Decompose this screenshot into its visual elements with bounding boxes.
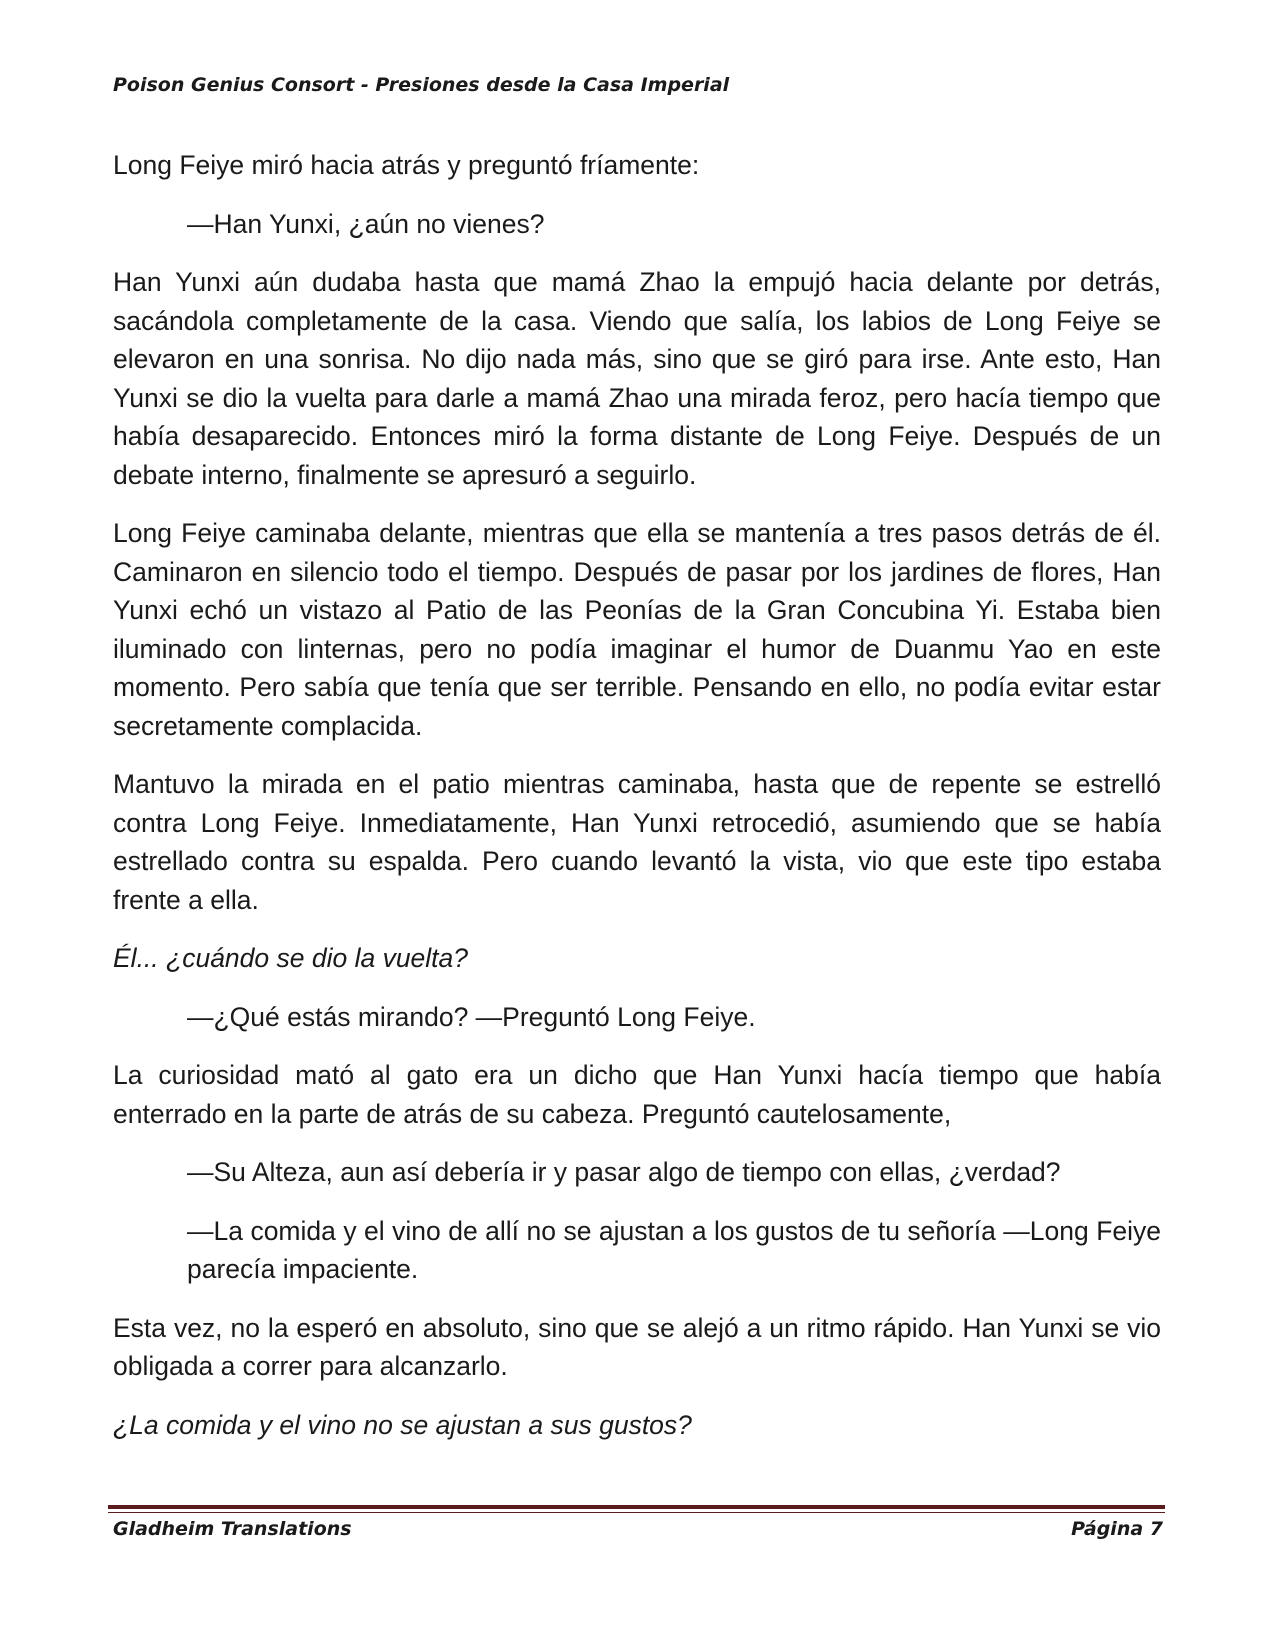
dialogue-line: —Su Alteza, aun así debería ir y pasar algo de tiempo con ellas, ¿verdad? — [187, 1157, 1061, 1187]
dialogue-line: —La comida y el vino de allí no se ajustan a los gustos de tu señoría —Long Feiye parecía impaciente. — [187, 1215, 1161, 1284]
inner-thought: Él... ¿cuándo se dio la vuelta? — [113, 943, 469, 973]
footer-rule-thin — [108, 1512, 1165, 1513]
running-footer — [113, 1518, 1163, 1540]
page-number: Página 7 — [1071, 1518, 1163, 1540]
paragraph: Long Feiye miró hacia atrás y preguntó fríamente: — [113, 150, 700, 180]
running-header: Poison Genius Consort - Presiones desde la Casa Imperial — [113, 74, 730, 96]
paragraph: Long Feiye caminaba delante, mientras que ella se mantenía a tres pasos detrás de él. Caminaron en silencio todo el tiempo. Después de pasar por los jardines de flores, Han Yunxi echó un vistazo al Patio de las Peonías de la Gran Concubina Yi. Estaba bien iluminado con linternas, pero no podía imaginar el humor de Duanmu Yao en este momento. Pero sabía que tenía que ser terrible. Pensando en ello, no podía evitar estar secretamente complacida. — [113, 518, 1161, 741]
footer-publisher: Gladheim Translations — [113, 1518, 352, 1540]
footer-rule-thick — [108, 1505, 1165, 1509]
inner-thought: ¿La comida y el vino no se ajustan a sus gustos? — [113, 1409, 692, 1440]
dialogue-line: —¿Qué estás mirando? —Preguntó Long Feiye. — [187, 1001, 756, 1032]
paragraph: Esta vez, no la esperó en absoluto, sino que se alejó a un ritmo rápido. Han Yunxi se vio obligada a correr para alcanzarlo. — [113, 1312, 1161, 1381]
dialogue-line: —Han Yunxi, ¿aún no vienes? — [187, 208, 545, 239]
paragraph: Mantuvo la mirada en el patio mientras caminaba, hasta que de repente se estrelló contra Long Feiye. Inmediatamente, Han Yunxi retrocedió, asumiendo que se había estrellado contra su espalda. Pero cuando levantó la vista, vio que este tipo estaba frente a ella. — [113, 769, 1161, 915]
body-text — [113, 146, 1161, 1464]
paragraph: La curiosidad mató al gato era un dicho que Han Yunxi hacía tiempo que había enterrado en la parte de atrás de su cabeza. Preguntó cautelosamente, — [113, 1060, 1161, 1129]
paragraph: Han Yunxi aún dudaba hasta que mamá Zhao la empujó hacia delante por detrás, sacándola completamente de la casa. Viendo que salía, los labios de Long Feiye se elevaron en una sonrisa. No dijo nada más, sino que se giró para irse. Ante esto, Han Yunxi se dio la vuelta para darle a mamá Zhao una mirada feroz, pero hacía tiempo que había desaparecido. Entonces miró la forma distante de Long Feiye. Después de un debate interno, finalmente se apresuró a seguirlo. — [113, 267, 1161, 490]
